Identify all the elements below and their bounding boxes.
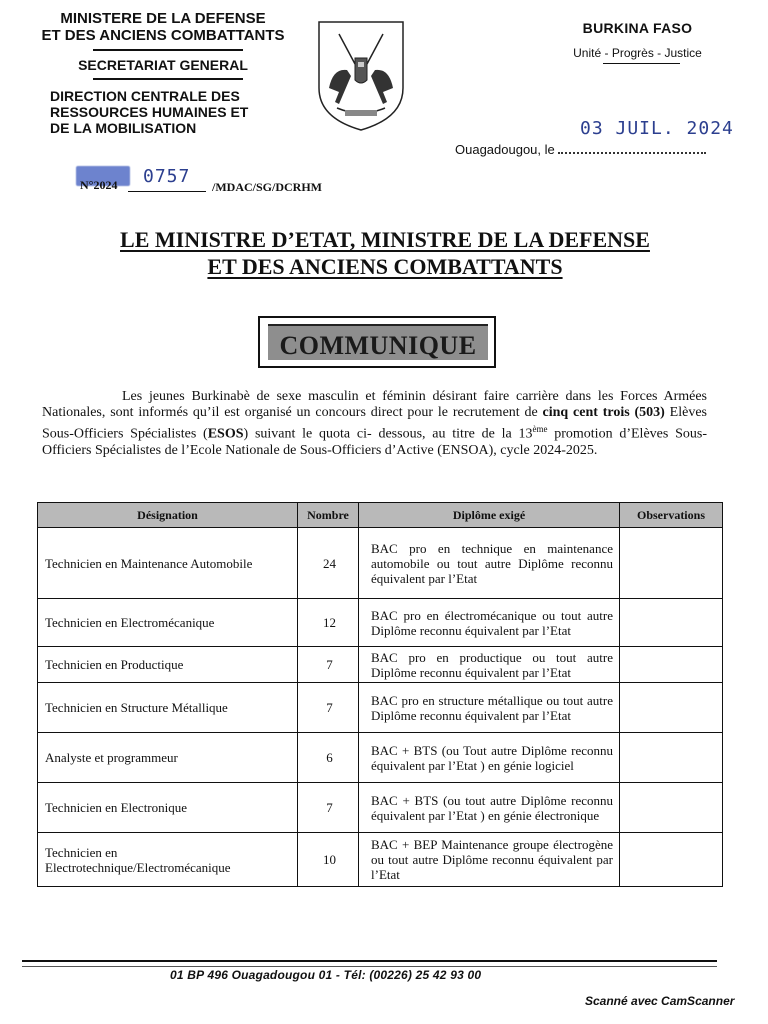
cell-diplome: BAC pro en structure métallique ou tout autre Diplôme reconnu équivalent par l’Etat	[359, 683, 620, 733]
reference-number-stamp: 0757	[143, 166, 191, 187]
cell-designation: Technicien en Electronique	[38, 783, 298, 833]
col-header-observations: Observations	[620, 503, 723, 528]
cell-nombre: 10	[298, 833, 359, 887]
cell-designation: Technicien en Productique	[38, 647, 298, 683]
cell-observations	[620, 647, 723, 683]
intro-text-1: Les jeunes Burkinabè de sexe masculin et féminin désirant faire carrière dans les Forces Armées Nationales, sont informés qu’il est organisé un concours direct pour le recrutement de	[42, 389, 707, 420]
cell-diplome: BAC + BTS (ou tout autre Diplôme reconnu équivalent par l’Etat ) en génie électronique	[359, 783, 620, 833]
coat-of-arms-emblem	[315, 18, 407, 134]
reference-suffix: /MDAC/SG/DCRHM	[212, 180, 322, 194]
cell-diplome: BAC + BEP Maintenance groupe électrogène ou tout autre Diplôme reconnu équivalent par l’Etat	[359, 833, 620, 887]
cell-observations	[620, 783, 723, 833]
cell-nombre: 24	[298, 528, 359, 599]
cell-nombre: 6	[298, 733, 359, 783]
cell-diplome: BAC + BTS (ou Tout autre Diplôme reconnu équivalent par l’Etat ) en génie logiciel	[359, 733, 620, 783]
cell-designation: Technicien en Electromécanique	[38, 599, 298, 647]
cell-designation: Analyste et programmeur	[38, 733, 298, 783]
table-row	[38, 647, 723, 683]
table-row	[38, 833, 723, 887]
cell-diplome: BAC pro en technique en maintenance automobile ou tout autre Diplôme reconnu équivalent par l’Etat	[359, 528, 620, 599]
country-name: BURKINA FASO	[582, 20, 693, 36]
recruitment-table	[37, 502, 723, 887]
header-divider	[93, 78, 243, 80]
date-line	[455, 140, 706, 157]
national-motto: Unité - Progrès - Justice	[573, 46, 702, 60]
secretariat-label: SECRETARIAT GENERAL	[78, 57, 248, 73]
date-dotted-line	[558, 140, 706, 154]
intro-quota-bold: cinq cent trois (503)	[542, 405, 665, 420]
country-block	[555, 20, 720, 64]
cell-diplome: BAC pro en électromécanique ou tout autre Diplôme reconnu équivalent par l’Etat	[359, 599, 620, 647]
issuer-block	[38, 10, 288, 136]
direction-line1: DIRECTION CENTRALE DES	[50, 88, 240, 104]
table-row	[38, 599, 723, 647]
cell-designation: Technicien en Structure Métallique	[38, 683, 298, 733]
ministry-line2: ET DES ANCIENS COMBATTANTS	[41, 27, 285, 44]
table-row	[38, 733, 723, 783]
col-header-nombre: Nombre	[298, 503, 359, 528]
intro-text-2: Elèves Sous-Officiers Spécialistes (	[42, 405, 707, 442]
title-line2: ET DES ANCIENS COMBATTANTS	[207, 254, 563, 279]
intro-paragraph	[42, 389, 707, 459]
intro-text-4: promotion d’Elèves Sous-Officiers Spécialistes de l’Ecole Nationale de Sous-Officiers d’Active (ENSOA), cycle 2024-2025.	[42, 426, 707, 458]
cell-observations	[620, 833, 723, 887]
footer-divider	[22, 960, 717, 962]
cell-nombre: 7	[298, 647, 359, 683]
scanner-watermark: Scanné avec CamScanner	[585, 994, 735, 1008]
cell-observations	[620, 733, 723, 783]
table-row	[38, 683, 723, 733]
communique-banner	[258, 316, 496, 368]
direction-line3: DE LA MOBILISATION	[50, 120, 197, 136]
cell-nombre: 12	[298, 599, 359, 647]
col-header-designation: Désignation	[38, 503, 298, 528]
table-row	[38, 783, 723, 833]
intro-text-3: ) suivant le quota ci- dessous, au titre de la 13	[243, 426, 533, 442]
cell-diplome: BAC pro en productique ou tout autre Diplôme reconnu équivalent par l’Etat	[359, 647, 620, 683]
footer-divider	[22, 966, 717, 967]
cell-designation: Technicien en Electrotechnique/Electromécanique	[38, 833, 298, 887]
direction-line2: RESSOURCES HUMAINES ET	[50, 104, 249, 120]
intro-esos-bold: ESOS	[207, 426, 244, 442]
motto-underline	[603, 63, 680, 64]
cell-designation: Technicien en Maintenance Automobile	[38, 528, 298, 599]
footer-address: 01 BP 496 Ouagadougou 01 - Tél: (00226) 25 42 93 00	[170, 968, 482, 982]
cell-nombre: 7	[298, 783, 359, 833]
header-divider	[93, 49, 243, 51]
cell-nombre: 7	[298, 683, 359, 733]
document-title	[40, 226, 730, 280]
date-place: Ouagadougou, le	[455, 142, 555, 157]
col-header-diplome: Diplôme exigé	[359, 503, 620, 528]
intro-superscript: ème	[532, 424, 548, 434]
cell-observations	[620, 528, 723, 599]
communique-label: COMMUNIQUE	[279, 331, 477, 360]
cell-observations	[620, 683, 723, 733]
table-header-row	[38, 503, 723, 528]
communique-shading	[268, 324, 488, 360]
title-line1: LE MINISTRE D’ETAT, MINISTRE DE LA DEFENSE	[120, 227, 650, 252]
reference-underline	[128, 191, 206, 192]
ministry-line1: MINISTERE DE LA DEFENSE	[60, 10, 266, 27]
table-row	[38, 528, 723, 599]
date-stamp: 03 JUIL. 2024	[580, 118, 734, 139]
reference-prefix: N°2024	[80, 178, 118, 192]
cell-observations	[620, 599, 723, 647]
